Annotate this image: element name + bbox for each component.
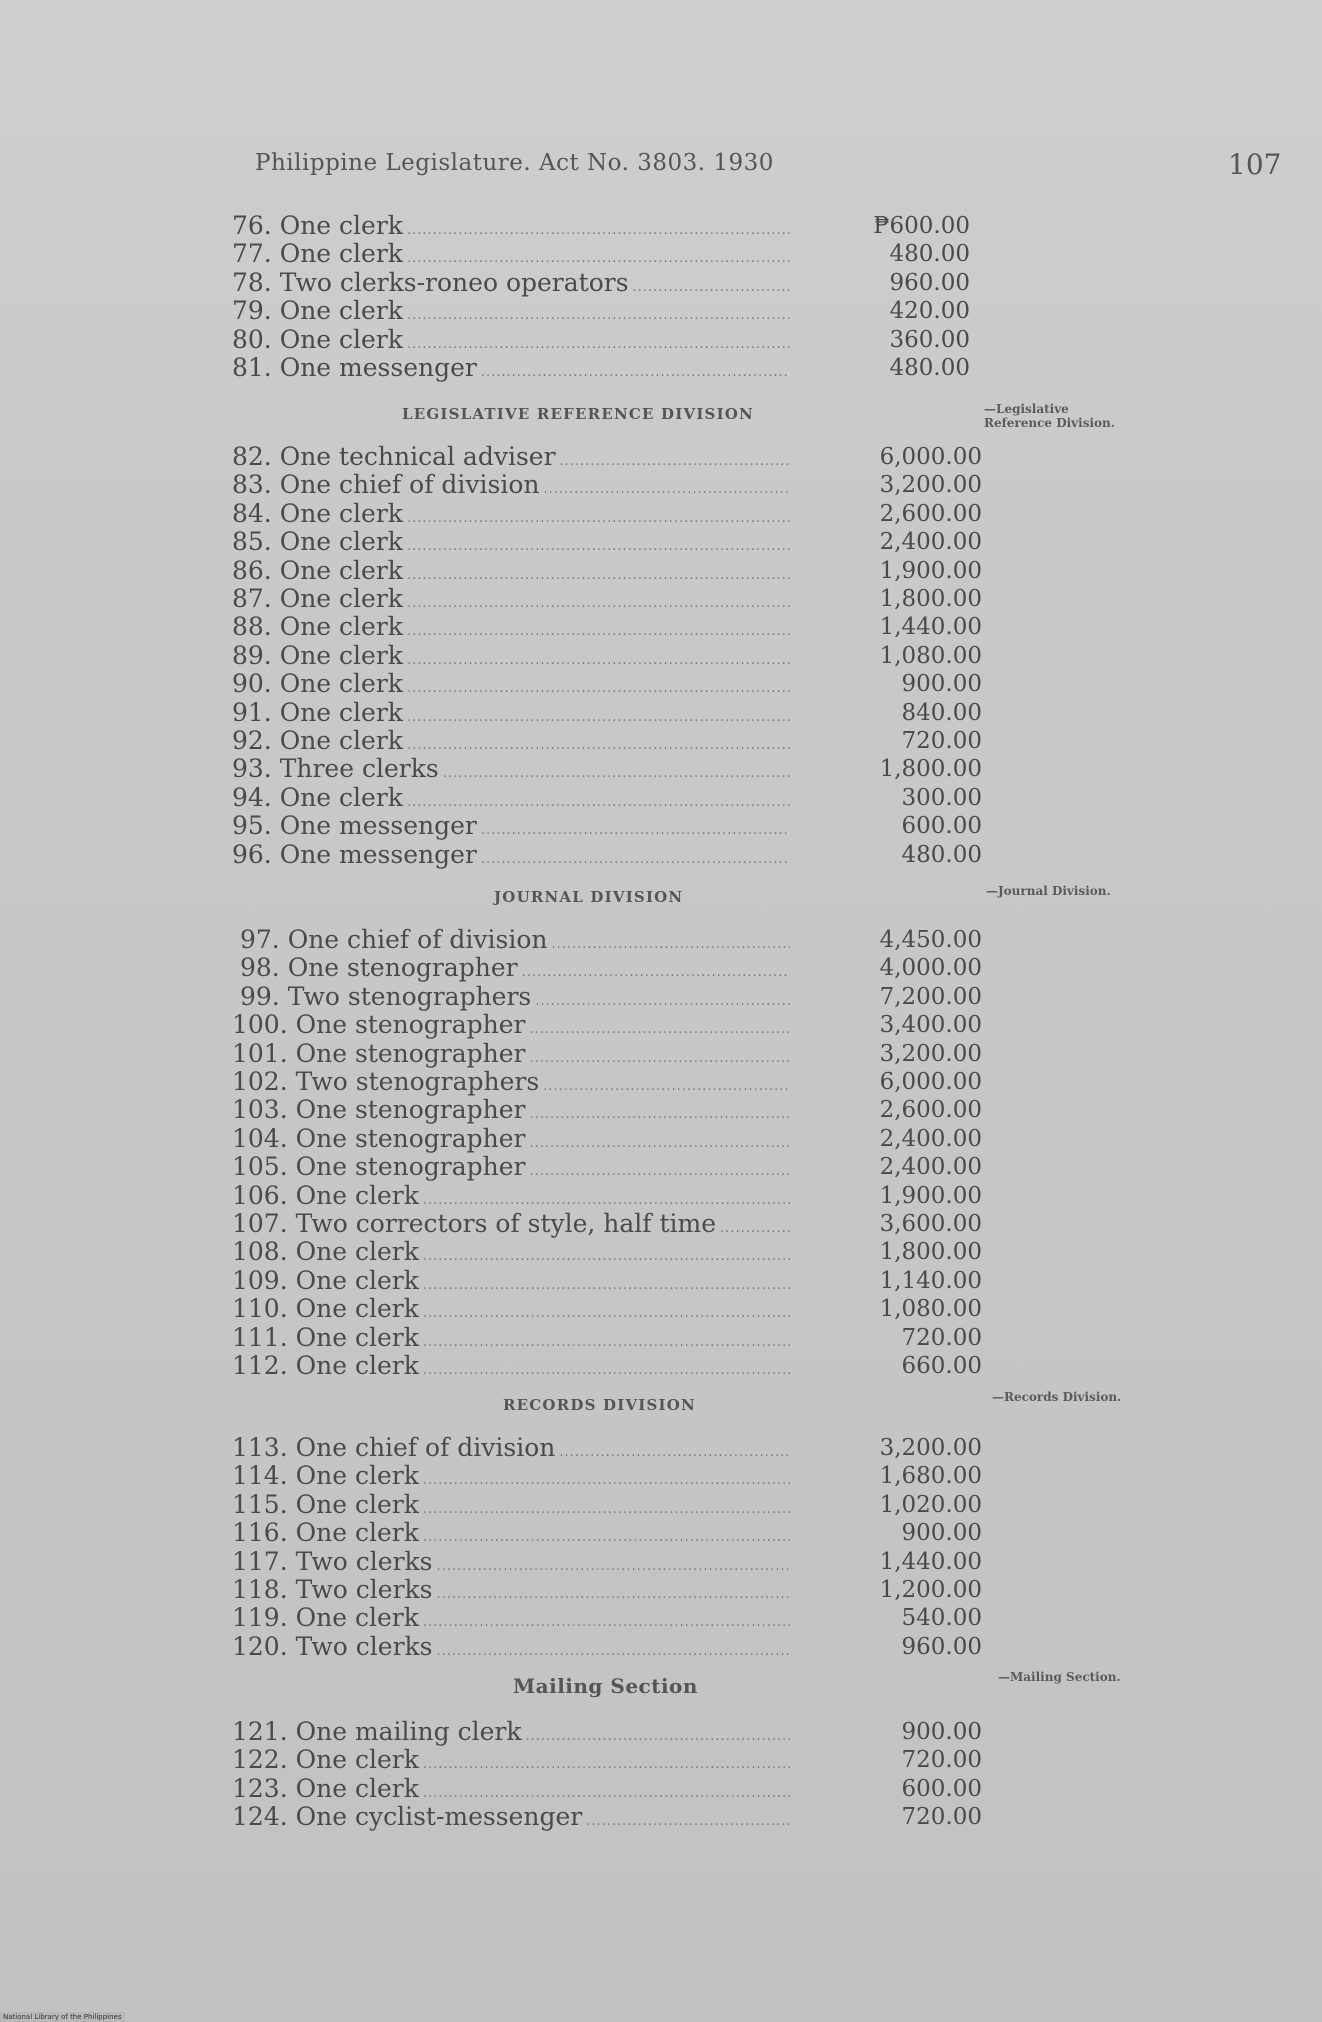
list-item <box>232 1803 790 1831</box>
margin-note: —Mailing Section. <box>998 1670 1121 1684</box>
item-amount: 3,400.00 <box>879 1012 982 1039</box>
list-item <box>240 954 790 982</box>
item-amount: 720.00 <box>901 1804 982 1831</box>
item-amount: 900.00 <box>901 671 982 698</box>
item-amount: 1,900.00 <box>879 557 982 584</box>
list-item <box>232 841 790 869</box>
list-item <box>232 326 790 354</box>
item-label: 111. One clerk <box>232 1322 419 1352</box>
item-label: 121. One mailing clerk <box>232 1717 522 1746</box>
item-label: 108. One clerk <box>232 1237 419 1267</box>
item-amount: 1,080.00 <box>879 642 982 669</box>
item-label: 110. One clerk <box>232 1294 419 1324</box>
item-amount: 960.00 <box>889 269 970 296</box>
item-label: 87. One clerk <box>232 584 403 613</box>
dot-leader <box>423 1357 790 1385</box>
list-item <box>232 1633 790 1661</box>
item-label: 79. One clerk <box>232 296 403 326</box>
list-item <box>232 528 790 556</box>
item-amount: 840.00 <box>901 699 982 726</box>
list-item <box>232 670 790 698</box>
item-label: 101. One stenographer <box>232 1038 526 1068</box>
item-amount: 4,000.00 <box>879 955 982 982</box>
list-item <box>232 443 790 471</box>
item-label: 123. One clerk <box>232 1773 419 1803</box>
item-amount: 6,000.00 <box>879 444 982 470</box>
item-amount: 480.00 <box>901 841 982 868</box>
list-item <box>232 1519 790 1547</box>
item-amount: 2,400.00 <box>879 529 982 556</box>
item-amount: 3,600.00 <box>879 1211 982 1237</box>
item-label: 116. One clerk <box>232 1518 419 1548</box>
item-amount: 6,000.00 <box>879 1069 982 1095</box>
item-label: 84. One clerk <box>232 498 403 528</box>
item-amount: 1,680.00 <box>879 1463 982 1490</box>
dot-leader <box>481 846 790 874</box>
list-item <box>232 500 790 528</box>
item-label: 77. One clerk <box>232 239 403 269</box>
list-item <box>232 613 790 641</box>
list-item <box>232 1182 790 1210</box>
item-label: 114. One clerk <box>232 1461 419 1491</box>
list-item <box>232 1210 790 1238</box>
item-label: 118. Two clerks <box>232 1575 433 1604</box>
list-item <box>232 1238 790 1266</box>
item-amount: 480.00 <box>889 355 970 381</box>
list-item <box>232 784 790 812</box>
item-label: 98. One stenographer <box>240 953 518 983</box>
list-item <box>232 1434 790 1462</box>
list-item <box>232 812 790 840</box>
item-label: 104. One stenographer <box>232 1123 526 1153</box>
item-amount: 7,200.00 <box>879 983 982 1010</box>
item-label: 94. One clerk <box>232 782 403 812</box>
list-item <box>232 727 790 755</box>
list-item <box>232 1775 790 1803</box>
section-title: RECORDS DIVISION <box>503 1396 696 1414</box>
item-amount: 420.00 <box>889 298 970 325</box>
item-amount: 1,800.00 <box>879 756 982 783</box>
item-label: 107. Two correctors of style, half time <box>232 1209 717 1238</box>
list-item <box>232 1491 790 1519</box>
item-amount: 480.00 <box>889 241 970 268</box>
item-label: 78. Two clerks-roneo operators <box>232 267 629 297</box>
list-item <box>232 1604 790 1632</box>
list-item <box>232 240 790 268</box>
list-item <box>232 1746 790 1774</box>
item-amount: 1,440.00 <box>879 614 982 641</box>
section-title: LEGISLATIVE REFERENCE DIVISION <box>402 405 754 423</box>
item-label: 122. One clerk <box>232 1745 419 1775</box>
item-amount: 1,800.00 <box>879 1239 982 1266</box>
item-label: 89. One clerk <box>232 640 403 670</box>
item-label: 90. One clerk <box>232 669 403 699</box>
list-item <box>232 1096 790 1124</box>
list-item <box>232 1576 790 1604</box>
item-label: 85. One clerk <box>232 527 403 557</box>
list-item <box>232 1125 790 1153</box>
item-label: 86. One clerk <box>232 555 403 585</box>
item-amount: 3,200.00 <box>879 472 982 499</box>
list-item <box>232 1718 790 1746</box>
item-amount: 600.00 <box>901 813 982 840</box>
item-label: 97. One chief of division <box>240 925 548 954</box>
list-item <box>232 1295 790 1323</box>
item-amount: 960.00 <box>901 1633 982 1660</box>
list-item <box>232 755 790 783</box>
item-amount: 2,400.00 <box>879 1154 982 1181</box>
item-label: 119. One clerk <box>232 1603 419 1633</box>
list-item <box>232 471 790 499</box>
item-amount: 900.00 <box>901 1520 982 1547</box>
item-amount: 300.00 <box>901 784 982 811</box>
item-label: 80. One clerk <box>232 324 403 354</box>
item-label: 120. Two clerks <box>232 1631 433 1661</box>
list-item <box>240 983 790 1011</box>
item-amount: 720.00 <box>901 728 982 754</box>
margin-note: —Records Division. <box>992 1390 1122 1404</box>
footer-credit: National Library of the Philippines <box>0 2012 125 2022</box>
item-label: 99. Two stenographers <box>240 981 532 1011</box>
item-amount: 1,800.00 <box>879 586 982 612</box>
list-item <box>232 1040 790 1068</box>
item-label: 115. One clerk <box>232 1489 419 1519</box>
margin-note: —Journal Division. <box>986 884 1111 898</box>
list-item <box>232 269 790 297</box>
item-amount: 720.00 <box>901 1324 982 1351</box>
item-label: 117. Two clerks <box>232 1546 433 1576</box>
list-item <box>232 642 790 670</box>
item-amount: 720.00 <box>901 1747 982 1774</box>
item-label: 105. One stenographer <box>232 1152 526 1182</box>
running-head: Philippine Legislature. Act No. 3803. 1930 <box>255 150 774 176</box>
list-item <box>232 354 790 382</box>
item-label: 88. One clerk <box>232 612 403 642</box>
item-label: 95. One messenger <box>232 811 477 841</box>
item-amount: 2,400.00 <box>879 1125 982 1152</box>
list-item <box>232 1462 790 1490</box>
item-amount: 2,600.00 <box>879 500 982 527</box>
item-amount: 600.00 <box>901 1775 982 1802</box>
list-item <box>232 1324 790 1352</box>
item-label: 103. One stenographer <box>232 1095 526 1125</box>
item-amount: ₱600.00 <box>873 213 970 239</box>
item-amount: 1,140.00 <box>879 1267 982 1294</box>
item-label: 106. One clerk <box>232 1180 419 1210</box>
item-label: 82. One technical adviser <box>232 442 556 471</box>
dot-leader <box>481 359 790 387</box>
item-amount: 900.00 <box>901 1719 982 1745</box>
item-amount: 1,900.00 <box>879 1182 982 1209</box>
item-label: 91. One clerk <box>232 697 403 727</box>
list-item <box>232 1068 790 1096</box>
list-item <box>232 557 790 585</box>
list-item <box>232 699 790 727</box>
section-title: JOURNAL DIVISION <box>494 888 684 906</box>
item-label: 100. One stenographer <box>232 1010 526 1040</box>
item-amount: 1,200.00 <box>879 1577 982 1603</box>
item-label: 124. One cyclist-messenger <box>232 1802 583 1832</box>
item-amount: 660.00 <box>901 1353 982 1379</box>
item-label: 81. One messenger <box>232 353 477 382</box>
list-item <box>240 926 790 954</box>
item-amount: 1,020.00 <box>879 1491 982 1518</box>
dot-leader <box>437 1638 790 1666</box>
section-title: Mailing Section <box>513 1674 698 1698</box>
list-item <box>232 1352 790 1380</box>
item-amount: 3,200.00 <box>879 1040 982 1067</box>
list-item <box>232 212 790 240</box>
margin-note: —Legislative Reference Division. <box>984 402 1115 430</box>
item-amount: 3,200.00 <box>879 1435 982 1461</box>
item-amount: 360.00 <box>889 326 970 353</box>
item-amount: 4,450.00 <box>879 927 982 953</box>
item-label: 96. One messenger <box>232 839 477 869</box>
item-label: 76. One clerk <box>232 211 403 240</box>
item-label: 93. Three clerks <box>232 754 439 784</box>
item-label: 83. One chief of division <box>232 470 540 500</box>
list-item <box>232 1153 790 1181</box>
list-item <box>232 1011 790 1039</box>
page-number: 107 <box>1228 148 1282 181</box>
item-amount: 2,600.00 <box>879 1097 982 1124</box>
item-label: 102. Two stenographers <box>232 1067 540 1096</box>
item-amount: 1,440.00 <box>879 1548 982 1575</box>
item-amount: 540.00 <box>901 1605 982 1632</box>
item-label: 113. One chief of division <box>232 1433 556 1462</box>
item-label: 92. One clerk <box>232 726 403 755</box>
item-label: 112. One clerk <box>232 1351 419 1380</box>
list-item <box>232 297 790 325</box>
item-amount: 1,080.00 <box>879 1296 982 1323</box>
item-label: 109. One clerk <box>232 1265 419 1295</box>
list-item <box>232 1267 790 1295</box>
list-item <box>232 1548 790 1576</box>
list-item <box>232 585 790 613</box>
dot-leader <box>586 1808 790 1836</box>
